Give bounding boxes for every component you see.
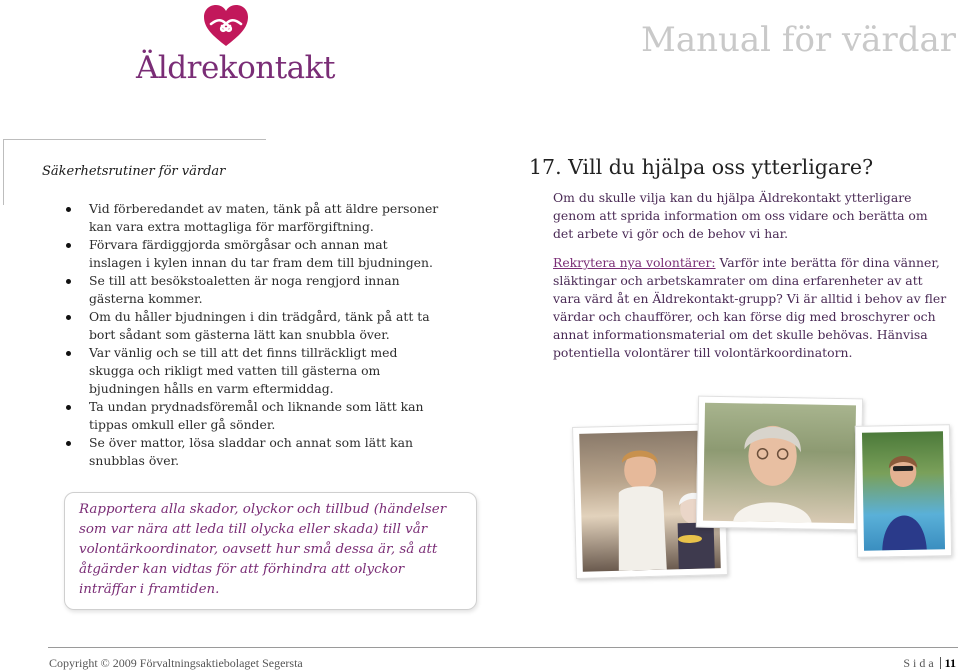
report-callout-text: Rapportera alla skador, olyckor och tillbud (händelser som var nära att leda till olycka eller skada) till vår volontärkoordinator, oavsett hur små dessa är, så att åtgärder kan vidtas för att förhindra att olyckor inträffar i framtiden. <box>79 502 447 597</box>
copyright-text: Copyright © 2009 Förvaltningsaktiebolaget Segersta <box>49 656 303 670</box>
photo-smiling-woman <box>696 396 863 531</box>
section-heading: 17. Vill du hjälpa oss ytterligare? <box>529 155 874 179</box>
list-item: Vid förberedandet av maten, tänk på att äldre personer kan vara extra mottagliga för marförgiftning. <box>66 200 441 236</box>
page-number-value: 11 <box>944 656 956 670</box>
page-title: Manual för värdar <box>641 20 956 60</box>
recruit-paragraph <box>553 254 948 362</box>
page-separator <box>940 657 941 669</box>
section-title: Säkerhetsrutiner för värdar <box>42 164 226 179</box>
recruit-link[interactable]: Rekrytera nya volontärer: <box>553 255 716 270</box>
logo-wordmark: Äldrekontakt <box>136 50 335 86</box>
page-number <box>903 656 956 671</box>
photo-woman-pool <box>855 424 952 558</box>
safety-rules-list <box>66 200 441 470</box>
list-item: Var vänlig och se till att det finns tillräckligt med skugga och rikligt med vatten till gästerna om bjudningen hålls en varm eftermiddag. <box>66 344 441 398</box>
list-item: Förvara färdiggjorda smörgåsar och annan mat inslagen i kylen innan du tar fram dem till bjudningen. <box>66 236 441 272</box>
list-item: Se till att besökstoaletten är noga rengjord innan gästerna kommer. <box>66 272 441 308</box>
intro-paragraph: Om du skulle vilja kan du hjälpa Äldrekontakt ytterligare genom att sprida information om oss vidare och berätta om det arbete vi gör och de behov vi har. <box>553 190 928 241</box>
list-item: Se över mattor, lösa sladdar och annat som lätt kan snubblas över. <box>66 434 441 470</box>
decorative-rule-vertical <box>3 139 4 205</box>
list-item: Ta undan prydnadsföremål och liknande som lätt kan tippas omkull eller gå sönder. <box>66 398 441 434</box>
footer-rule <box>48 647 958 648</box>
recruit-text: Varför inte berätta för dina vänner, släktingar och arbetskamrater om dina erfarenheter av att vara värd åt en Äldrekontakt-grupp? Vi är alltid i behov av fler värdar och chaufförer, och kan förse dig med broschyrer och annat informationsmaterial om det skulle behövas. Hänvisa potentiella volontärer till volontärkoordinatorn. <box>553 255 947 360</box>
logo-heart-icon <box>203 4 249 48</box>
decorative-rule <box>3 139 266 140</box>
list-item: Om du håller bjudningen i din trädgård, tänk på att ta bort sådant som gästerna lätt kan snubbla över. <box>66 308 441 344</box>
page-label: S i d a <box>903 656 934 670</box>
